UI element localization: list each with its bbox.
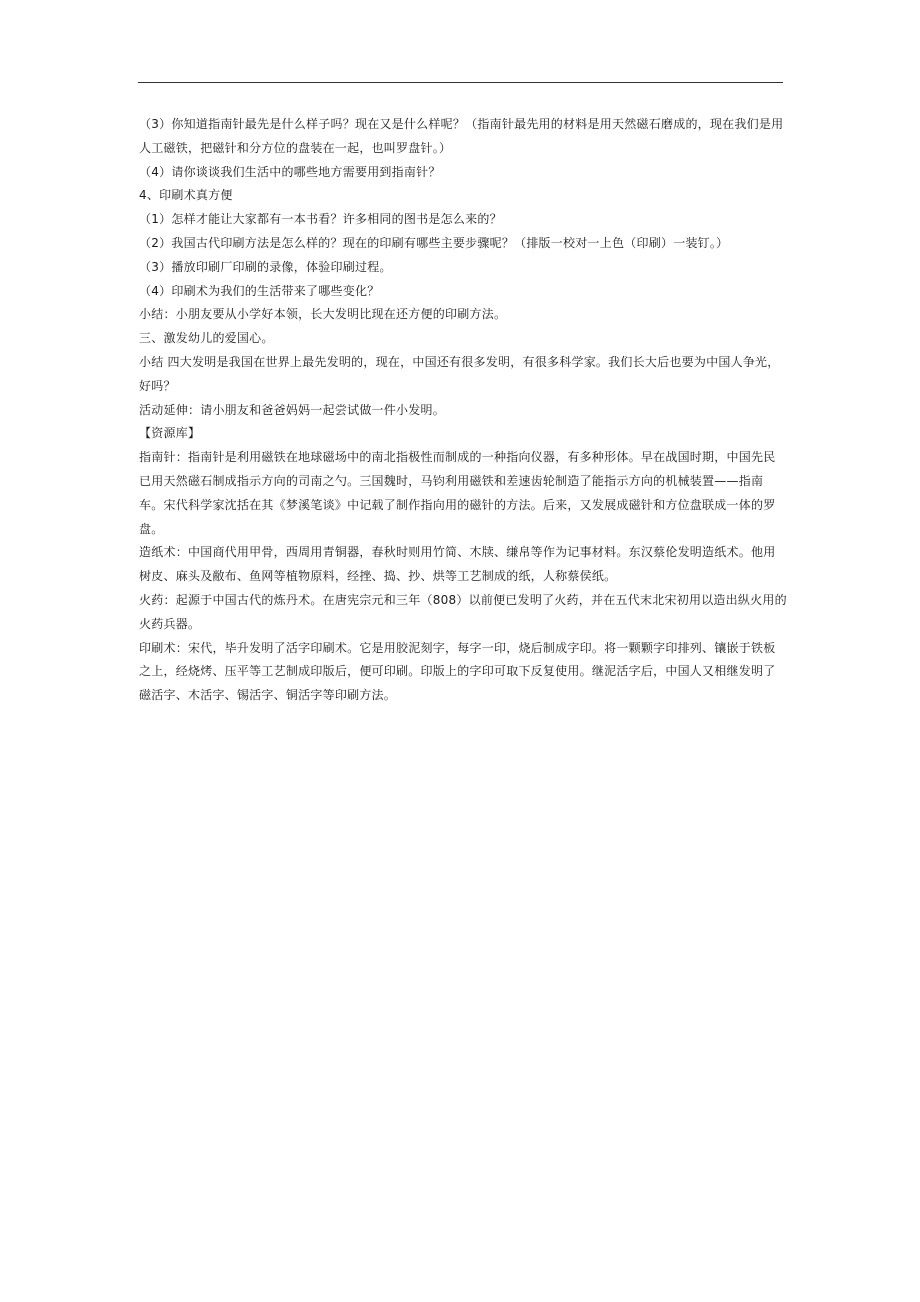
paragraph-compass-q3: （3）你知道指南针最先是什么样子吗？现在又是什么样呢？（指南针最先用的材料是用天然磁石磨成的，现在我们是用人工磁铁，把磁针和分方位的盘装在一起，也叫罗盘针。） — [139, 117, 784, 155]
paragraph-printing-q2: （2）我国古代印刷方法是怎么样的？现在的印刷有哪些主要步骤呢？（排版一校对一上色（印刷）一装钉。） — [139, 235, 729, 250]
document-body — [139, 113, 787, 708]
paragraph-resource-printing: 印刷术：宋代，毕升发明了活字印刷术。它是用胶泥刻字，每字一印，烧后制成字印。将一颗颗字印排列、镶嵌于铁板之上，经烧烤、压平等工艺制成印版后，便可印刷。印版上的字印可取下反复使用。继泥活字后，中国人又相继发明了磁活字、木活字、锡活字、铜活字等印刷方法。 — [139, 640, 776, 703]
paragraph-resource-gunpowder: 火药：起源于中国古代的炼丹术。在唐宪宗元和三年（808）以前便已发明了火药，并在五代末北宋初用以造出纵火用的火药兵器。 — [139, 592, 787, 631]
paragraph-activity-extension: 活动延伸：请小朋友和爸爸妈妈一起尝试做一件小发明。 — [139, 402, 446, 417]
section-heading-resources: 【资源库】 — [139, 426, 201, 441]
paragraph-resource-papermaking: 造纸术：中国商代用甲骨，西周用青铜器，春秋时则用竹简、木牍、缣帛等作为记事材料。东汉蔡伦发明造纸术。他用树皮、麻头及敝布、鱼网等植物原料，经挫、捣、抄、烘等工艺制成的纸，人称蔡侯纸。 — [139, 545, 776, 584]
paragraph-printing-q1: （1）怎样才能让大家都有一本书看？许多相同的图书是怎么来的？ — [139, 212, 502, 227]
paragraph-compass-q4: （4）请你谈谈我们生活中的哪些地方需要用到指南针？ — [139, 164, 441, 179]
paragraph-printing-q3: （3）播放印刷厂印刷的录像，体验印刷过程。 — [139, 259, 392, 274]
section-heading-patriotism: 三、激发幼儿的爱国心。 — [139, 331, 274, 346]
header-rule — [138, 82, 783, 83]
paragraph-printing-q4: （4）印刷术为我们的生活带来了哪些变化？ — [139, 283, 380, 298]
section-heading-printing: 4、印刷术真方便 — [139, 188, 233, 203]
paragraph-resource-compass: 指南针：指南针是利用磁铁在地球磁场中的南北指极性而制成的一种指向仪器，有多种形体。早在战国时期，中国先民已用天然磁石制成指示方向的司南之勺。三国魏时，马钧利用磁铁和差速齿轮制造了能指示方向的机械装置——指南车。宋代科学家沈括在其《梦溪笔谈》中记载了制作指向用的磁针的方法。后来，又发展成磁针和方位盘联成一体的罗盘。 — [139, 450, 776, 536]
paragraph-printing-summary: 小结：小朋友要从小学好本领，长大发明比现在还方便的印刷方法。 — [139, 307, 507, 322]
paragraph-four-inventions-summary: 小结 四大发明是我国在世界上最先发明的，现在，中国还有很多发明，有很多科学家。我们长大后也要为中国人争光，好吗？ — [139, 354, 780, 393]
